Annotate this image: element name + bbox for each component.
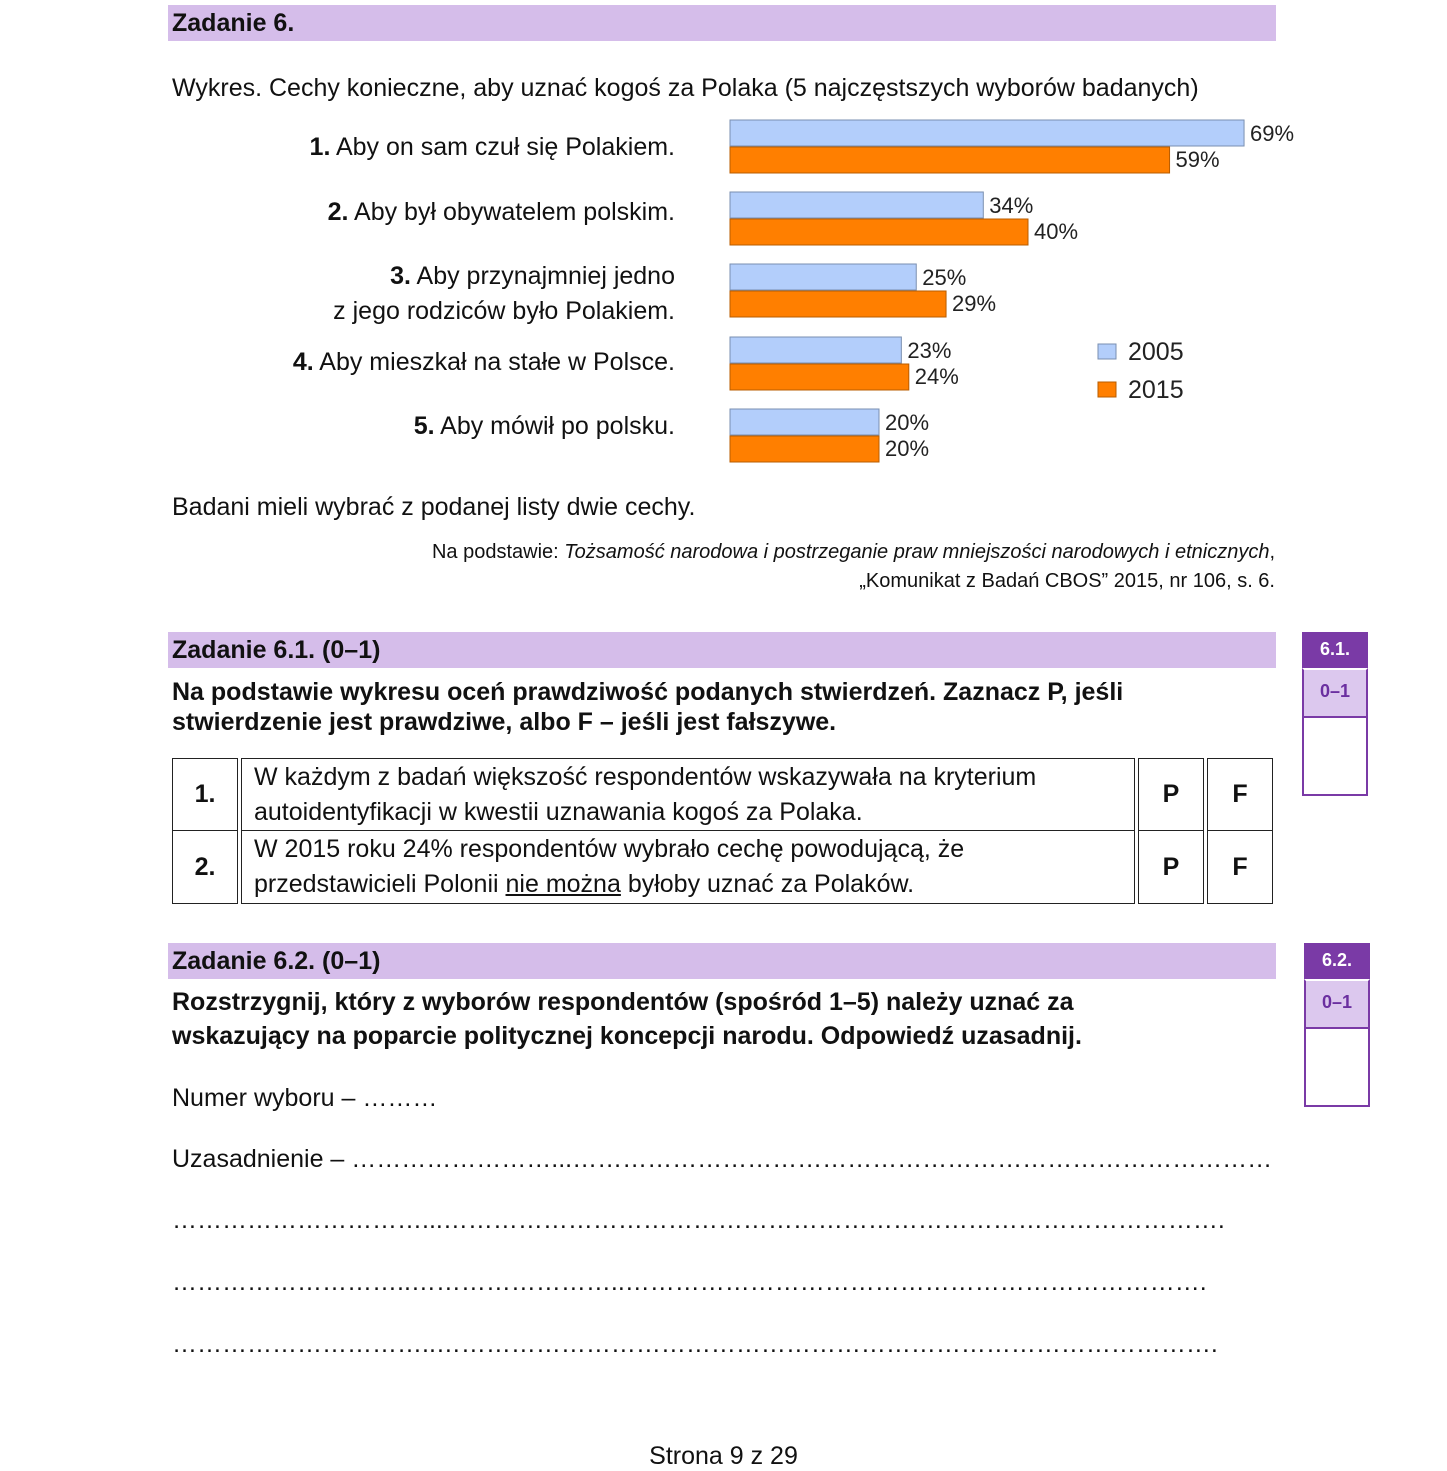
false-option[interactable]: F (1207, 831, 1273, 904)
score-range: 0–1 (1304, 979, 1370, 1027)
data-label: 29% (952, 291, 997, 316)
bar-2015-3 (730, 291, 946, 317)
data-label: 69% (1250, 121, 1295, 146)
data-label: 20% (885, 436, 930, 461)
task-6-2-instruction-1: Rozstrzygnij, który z wyborów respondentów (spośród 1–5) należy uznać za (172, 988, 1074, 1016)
statement-text (241, 758, 1135, 831)
statement-text (241, 831, 1135, 904)
data-label: 25% (922, 265, 967, 290)
source-comma: , (1269, 541, 1275, 563)
bar-2005-2 (730, 192, 983, 218)
chart-caption: Wykres. Cechy konieczne, aby uznać kogoś za Polaka (5 najczęstszych wyborów badanych) (172, 74, 1199, 102)
source-line-2: „Komunikat z Badań CBOS” 2015, nr 106, s. 6. (859, 570, 1275, 592)
answer-line[interactable]: …………………………..…………………………………………………………………………………. (172, 1330, 1218, 1358)
bar-2015-5 (730, 436, 879, 462)
data-label: 23% (907, 338, 952, 363)
score-box-6-1 (1302, 632, 1368, 796)
bar-chart (700, 110, 1340, 480)
bar-2005-4 (730, 337, 901, 363)
bar-2015-1 (730, 147, 1170, 173)
bar-2005-1 (730, 120, 1244, 146)
category-label: 2. Aby był obywatelem polskim. (327, 197, 675, 226)
source-title: Tożsamość narodowa i postrzeganie praw mniejszości narodowych i etnicznych (564, 541, 1270, 563)
false-option[interactable]: F (1207, 758, 1273, 831)
category-label: 4. Aby mieszkał na stałe w Polsce. (292, 347, 675, 376)
survey-note: Badani mieli wybrać z podanej listy dwie cechy. (172, 493, 696, 521)
category-label: z jego rodziców było Polakiem. (333, 297, 675, 325)
table-row (172, 758, 1273, 831)
category-number: 5. (413, 411, 435, 440)
answer-line[interactable]: …………………………...…………………………………………………………………………………. (172, 1206, 1225, 1234)
justification-field[interactable]: Uzasadnienie – ……………………...………………………………………………………………………… (172, 1145, 1273, 1173)
source-prefix: Na podstawie: (431, 541, 565, 563)
legend-swatch (1098, 382, 1116, 397)
legend-label: 2015 (1128, 376, 1184, 404)
true-option[interactable]: P (1138, 758, 1204, 831)
bar-2005-3 (730, 264, 916, 290)
answer-line[interactable]: ………………………..……………………..……………………………………………………………. (172, 1268, 1207, 1296)
category-number: 4. (292, 347, 314, 376)
category-label: 3. Aby przynajmniej jedno (390, 262, 675, 290)
bar-2015-4 (730, 364, 909, 390)
row-number: 1. (172, 758, 238, 831)
data-label: 59% (1175, 147, 1220, 172)
task-6-1-heading: Zadanie 6.1. (0–1) (168, 632, 1276, 668)
task-6-2-instruction-2: wskazujący na poparcie politycznej koncepcji narodu. Odpowiedź uzasadnij. (172, 1022, 1082, 1050)
data-label: 20% (885, 410, 930, 435)
score-range: 0–1 (1302, 668, 1368, 716)
task-6-heading: Zadanie 6. (168, 5, 1276, 41)
table-row (172, 831, 1273, 904)
statements-table (169, 758, 1276, 904)
score-id: 6.1. (1302, 632, 1368, 668)
choice-number-field[interactable]: Numer wyboru – ……… (172, 1084, 438, 1112)
data-label: 34% (989, 193, 1034, 218)
category-label: 1. Aby on sam czuł się Polakiem. (309, 132, 675, 161)
statement-line: W 2015 roku 24% respondentów wybrało cechę powodującą, że (254, 835, 965, 863)
statement-line: autoidentyfikacji w kwestii uznawania kogoś za Polaka. (254, 797, 863, 826)
category-number: 3. (390, 262, 411, 290)
row-number: 2. (172, 831, 238, 904)
legend-label: 2005 (1128, 338, 1184, 366)
category-number: 2. (327, 197, 349, 226)
true-option[interactable]: P (1138, 831, 1204, 904)
category-label: 5. Aby mówił po polsku. (413, 411, 675, 440)
bar-2015-2 (730, 219, 1028, 245)
task-6-1-instruction-1: Na podstawie wykresu oceń prawdziwość podanych stwierdzeń. Zaznacz P, jeśli (172, 678, 1124, 706)
category-number: 1. (309, 132, 331, 161)
data-label: 40% (1034, 219, 1079, 244)
score-entry-field[interactable] (1302, 716, 1368, 796)
legend-swatch (1098, 344, 1116, 359)
source-line-1 (432, 538, 1275, 567)
underlined-phrase: nie można (505, 870, 621, 898)
task-6-2-heading: Zadanie 6.2. (0–1) (168, 943, 1276, 979)
statement-line: W każdym z badań większość respondentów wskazywała na kryterium (254, 762, 1037, 791)
statement-line: przedstawicieli Polonii (254, 870, 506, 898)
task-6-1-instruction-2: stwierdzenie jest prawdziwe, albo F – jeśli jest fałszywe. (172, 708, 837, 736)
statement-line: byłoby uznać za Polaków. (620, 870, 915, 898)
score-id: 6.2. (1304, 943, 1370, 979)
page-number: Strona 9 z 29 (649, 1442, 798, 1470)
data-label: 24% (914, 364, 959, 389)
bar-2005-5 (730, 409, 879, 435)
score-entry-field[interactable] (1304, 1027, 1370, 1107)
score-box-6-2 (1304, 943, 1370, 1107)
